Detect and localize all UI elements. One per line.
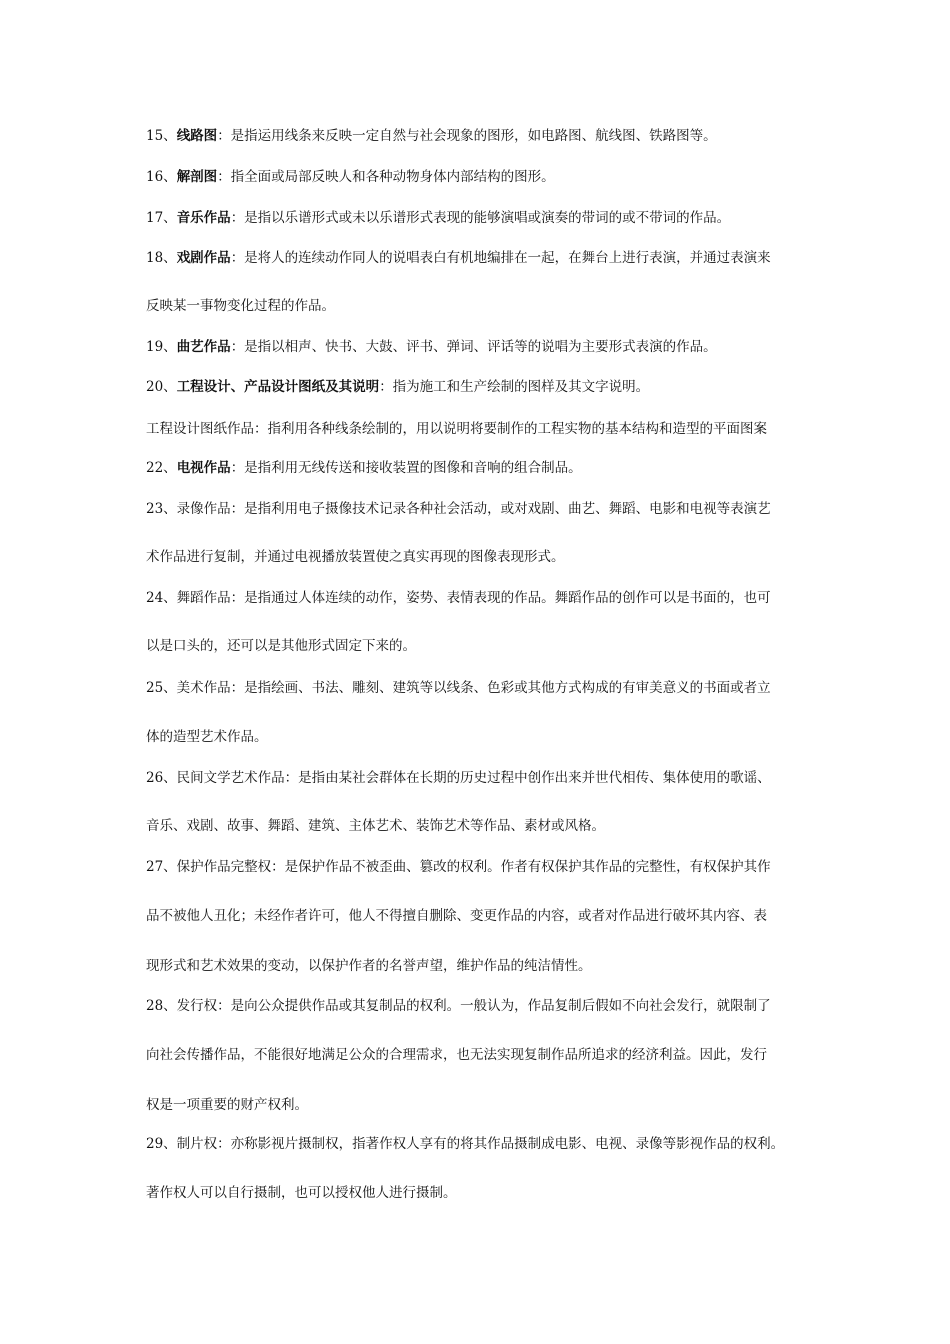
entry-text: ：是指运用线条来反映一定自然与社会现象的图形，如电路图、航线图、铁路图等。 bbox=[217, 128, 717, 144]
entry-28-continuation-2: 权是一项重要的财产权利。 bbox=[146, 1097, 308, 1113]
entry-number: 22、 bbox=[146, 460, 177, 476]
entry-number: 19、 bbox=[146, 339, 177, 355]
entry-29: 29、制片权：亦称影视片摄制权，指著作权人享有的将其作品摄制成电影、电视、录像等影视作品的权利。 bbox=[146, 1136, 785, 1152]
entry-24: 24、舞蹈作品：是指通过人体连续的动作，姿势、表情表现的作品。舞蹈作品的创作可以是书面的，也可 bbox=[146, 590, 771, 606]
entry-text: ：指全面或局部反映人和各种动物身体内部结构的图形。 bbox=[217, 169, 555, 185]
entry-29-continuation: 著作权人可以自行摄制，也可以授权他人进行摄制。 bbox=[146, 1185, 457, 1201]
entry-term: 电视作品 bbox=[176, 460, 231, 476]
entry-text: ：是指利用无线传送和接收装置的图像和音响的组合制品。 bbox=[230, 460, 582, 476]
entry-26-continuation: 音乐、戏剧、故事、舞蹈、建筑、主体艺术、装饰艺术等作品、素材或风格。 bbox=[146, 818, 605, 834]
entry-27-continuation-1: 品不被他人丑化；未经作者许可，他人不得擅自删除、变更作品的内容，或者对作品进行破坏其内容、表 bbox=[146, 908, 767, 924]
entry-number: 18、 bbox=[146, 250, 177, 266]
entry-20 bbox=[146, 379, 649, 395]
entry-term: 线路图 bbox=[176, 128, 218, 144]
entry-term: 曲艺作品 bbox=[176, 339, 231, 355]
entry-number: 15、 bbox=[146, 128, 177, 144]
entry-16 bbox=[146, 169, 555, 185]
entry-19 bbox=[146, 339, 717, 355]
entry-27: 27、保护作品完整权：是保护作品不被歪曲、篡改的权利。作者有权保护其作品的完整性，有权保护其作 bbox=[146, 859, 771, 875]
entry-28: 28、发行权：是向公众提供作品或其复制品的权利。一般认为，作品复制后假如不向社会发行，就限制了 bbox=[146, 998, 771, 1014]
entry-number: 17、 bbox=[146, 210, 177, 226]
entry-24-continuation: 以是口头的，还可以是其他形式固定下来的。 bbox=[146, 638, 416, 654]
entry-term: 戏剧作品 bbox=[176, 250, 231, 266]
entry-23-continuation: 术作品进行复制，并通过电视播放装置使之真实再现的图像表现形式。 bbox=[146, 549, 565, 565]
entry-17 bbox=[146, 210, 730, 226]
entry-18-continuation: 反映某一事物变化过程的作品。 bbox=[146, 298, 335, 314]
entry-number: 16、 bbox=[146, 169, 177, 185]
entry-text: ：指为施工和生产绘制的图样及其文字说明。 bbox=[379, 379, 650, 395]
entry-25-continuation: 体的造型艺术作品。 bbox=[146, 729, 268, 745]
entry-text: ：是指以相声、快书、大鼓、评书、弹词、评话等的说唱为主要形式表演的作品。 bbox=[230, 339, 717, 355]
entry-18 bbox=[146, 250, 771, 266]
entry-20-subitem: 工程设计图纸作品：指利用各种线条绘制的，用以说明将要制作的工程实物的基本结构和造型的平面图案 bbox=[146, 421, 767, 437]
entry-25: 25、美术作品：是指绘画、书法、雕刻、建筑等以线条、色彩或其他方式构成的有审美意义的书面或者立 bbox=[146, 680, 771, 696]
entry-term: 解剖图 bbox=[176, 169, 218, 185]
entry-23: 23、录像作品：是指利用电子摄像技术记录各种社会活动，或对戏剧、曲艺、舞蹈、电影和电视等表演艺 bbox=[146, 501, 771, 517]
entry-27-continuation-2: 现形式和艺术效果的变动，以保护作者的名誉声望，维护作品的纯洁情性。 bbox=[146, 958, 592, 974]
entry-22 bbox=[146, 460, 582, 476]
entry-28-continuation-1: 向社会传播作品，不能很好地满足公众的合理需求，也无法实现复制作品所追求的经济利益。因此，发行 bbox=[146, 1047, 767, 1063]
entry-text: ：是指以乐谱形式或未以乐谱形式表现的能够演唱或演奏的带词的或不带词的作品。 bbox=[230, 210, 731, 226]
entry-text: ：是将人的连续动作同人的说唱表白有机地编排在一起，在舞台上进行表演，并通过表演来 bbox=[230, 250, 771, 266]
entry-term: 工程设计、产品设计图纸及其说明 bbox=[176, 379, 380, 395]
entry-number: 20、 bbox=[146, 379, 177, 395]
entry-26: 26、民间文学艺术作品：是指由某社会群体在长期的历史过程中创作出来并世代相传、集体使用的歌谣、 bbox=[146, 770, 771, 786]
entry-term: 音乐作品 bbox=[176, 210, 231, 226]
entry-15 bbox=[146, 128, 717, 144]
